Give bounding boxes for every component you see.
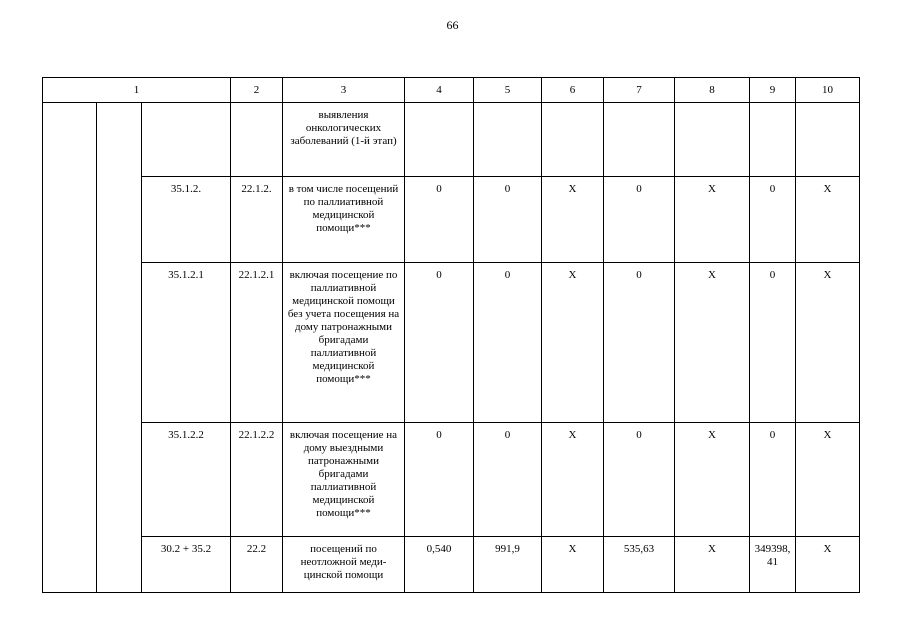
row-value-5: 0 — [474, 423, 542, 537]
row-code: 35.1.2.2 — [142, 423, 231, 537]
table-row — [43, 537, 860, 593]
row-name: включая посещение на дому выездными патронажными бригадами паллиативной медицинской помощи*** — [283, 423, 405, 537]
row-subcode: 22.2 — [231, 537, 283, 593]
row-value-5 — [474, 103, 542, 177]
row-value-9: 349398,41 — [750, 537, 796, 593]
row-subcode: 22.1.2. — [231, 177, 283, 263]
table-row — [43, 263, 860, 423]
row-name: включая посещение по паллиативной медицинской помощи без учета посещения на дому патронажными бригадами паллиативной медицинской помощи*** — [283, 263, 405, 423]
row-subcode — [231, 103, 283, 177]
row-value-4 — [405, 103, 474, 177]
row-code: 35.1.2. — [142, 177, 231, 263]
row-value-8: Х — [675, 537, 750, 593]
header-cell-5: 5 — [474, 78, 542, 103]
row-value-6: Х — [542, 177, 604, 263]
row-value-7: 0 — [604, 177, 675, 263]
row-value-8: Х — [675, 263, 750, 423]
row-value-9: 0 — [750, 423, 796, 537]
group-cell-inner — [97, 103, 142, 593]
row-value-10: Х — [796, 263, 860, 423]
row-value-6: Х — [542, 423, 604, 537]
row-value-7 — [604, 103, 675, 177]
row-value-5: 0 — [474, 177, 542, 263]
row-value-10: Х — [796, 423, 860, 537]
row-code: 30.2 + 35.2 — [142, 537, 231, 593]
row-name: выявления онкологических заболеваний (1-й этап) — [283, 103, 405, 177]
header-cell-8: 8 — [675, 78, 750, 103]
table-row — [43, 423, 860, 537]
header-cell-7: 7 — [604, 78, 675, 103]
row-value-5: 991,9 — [474, 537, 542, 593]
row-value-4: 0 — [405, 263, 474, 423]
row-code — [142, 103, 231, 177]
row-value-6: Х — [542, 537, 604, 593]
table-header-row — [43, 78, 860, 103]
header-cell-10: 10 — [796, 78, 860, 103]
table-row — [43, 177, 860, 263]
group-cell-outer — [43, 103, 97, 593]
header-cell-9: 9 — [750, 78, 796, 103]
header-cell-3: 3 — [283, 78, 405, 103]
header-cell-4: 4 — [405, 78, 474, 103]
row-value-4: 0 — [405, 177, 474, 263]
row-name: посещений по неотложной меди-цинской помощи — [283, 537, 405, 593]
row-value-10: Х — [796, 537, 860, 593]
page-number: 66 — [446, 18, 459, 32]
header-cell-6: 6 — [542, 78, 604, 103]
row-code: 35.1.2.1 — [142, 263, 231, 423]
row-value-6: Х — [542, 263, 604, 423]
row-subcode: 22.1.2.1 — [231, 263, 283, 423]
table-row — [43, 103, 860, 177]
row-value-7: 0 — [604, 423, 675, 537]
row-value-4: 0 — [405, 423, 474, 537]
row-subcode: 22.1.2.2 — [231, 423, 283, 537]
row-value-8 — [675, 103, 750, 177]
row-value-10 — [796, 103, 860, 177]
data-table — [42, 77, 860, 593]
row-name: в том числе посещений по паллиативной медицинской помощи*** — [283, 177, 405, 263]
row-value-9: 0 — [750, 177, 796, 263]
row-value-9 — [750, 103, 796, 177]
row-value-8: Х — [675, 423, 750, 537]
row-value-7: 535,63 — [604, 537, 675, 593]
row-value-7: 0 — [604, 263, 675, 423]
row-value-6 — [542, 103, 604, 177]
row-value-9: 0 — [750, 263, 796, 423]
row-value-10: Х — [796, 177, 860, 263]
header-cell-2: 2 — [231, 78, 283, 103]
row-value-8: Х — [675, 177, 750, 263]
header-cell-1: 1 — [43, 78, 231, 103]
row-value-5: 0 — [474, 263, 542, 423]
row-value-4: 0,540 — [405, 537, 474, 593]
